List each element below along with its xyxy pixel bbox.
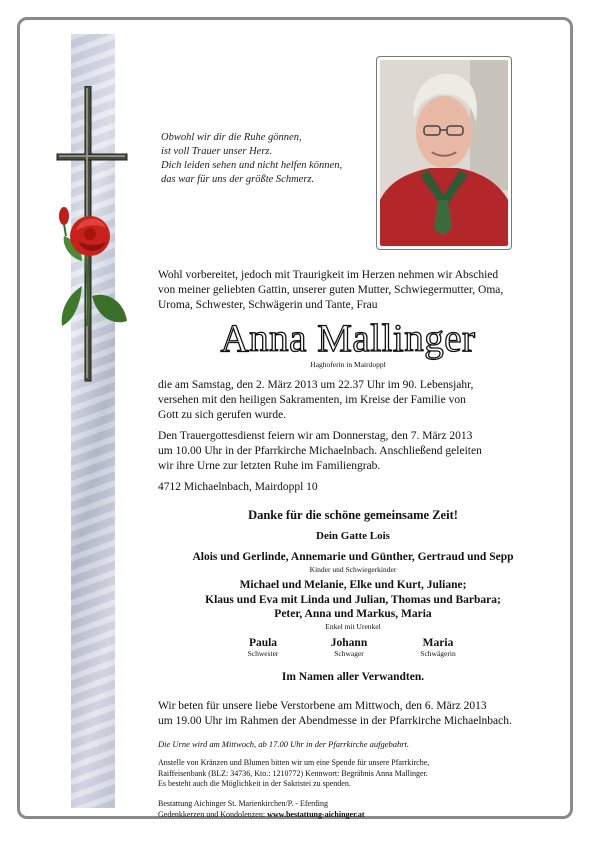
grandchildren-line: Peter, Anna und Markus, Maria [274,608,432,620]
service-line: wir ihre Urne zur letzten Ruhe im Familiengrab. [158,460,381,472]
grandchildren [158,578,548,622]
husband: Dein Gatte Lois [316,530,390,542]
funeral-service [158,429,482,474]
intro-line: von meiner geliebten Gattin, unserer guten Mutter, Schwiegermutter, Oma, [158,284,504,296]
relative-name: Johann [330,637,368,649]
relative-role: Schwager [334,649,364,658]
prayer-line: um 19.00 Uhr im Rahmen der Abendmesse in der Pfarrkirche Michaelnbach. [158,715,512,727]
condolence-label: Gedenkkerzen und Kondolenzen: [158,809,266,819]
death-line: versehen mit den heiligen Sakramenten, im Kreise der Familie von [158,394,466,406]
relative-name: Paula [248,637,278,649]
donation-line: Es besteht auch die Möglichkeit in der Sakristei zu spenden. [158,779,351,788]
service-line: Den Trauergottesdienst feiern wir am Donnerstag, den 7. März 2013 [158,430,473,442]
poem-line: das war für uns der größte Schmerz. [161,174,315,185]
service-line: um 10.00 Uhr in der Pfarrkirche Michaelnbach. Anschließend geleiten [158,445,482,457]
portrait-photo [376,56,512,250]
intro-line: Uroma, Schwester, Schwägerin und Tante, Frau [158,299,378,311]
prayer-notice [158,699,512,729]
relative-paula [223,637,303,658]
poem [161,131,342,187]
death-line: Gott zu sich gerufen wurde. [158,409,287,421]
cross-with-rose-icon [52,86,132,386]
relative-name: Maria [422,637,454,649]
poem-line: Dich leiden sehen und nicht helfen können, [161,160,343,171]
poem-line: Obwohl wir dir die Ruhe gönnen, [161,132,302,143]
intro-line: Wohl vorbereitet, jedoch mit Traurigkeit im Herzen nehmen wir Abschied [158,269,499,281]
poem-line: ist voll Trauer unser Herz. [161,146,273,157]
thanks-heading: Danke für die schöne gemeinsame Zeit! [248,508,458,522]
relative-role: Schwägerin [420,649,456,658]
all-relatives: Im Namen aller Verwandten. [281,671,425,683]
condolence-line [158,810,365,821]
prayer-line: Wir beten für unsere liebe Verstorbene am Mittwoch, den 6. März 2013 [158,700,487,712]
deceased-house-name: Haghoferin in Mairdoppl [310,360,386,369]
donation-note [158,758,429,790]
grandchildren-label: Enkel mit Urenkel [325,622,381,631]
urn-note: Die Urne wird am Mittwoch, ab 17.00 Uhr in der Pfarrkirche aufgebahrt. [158,739,410,749]
grandchildren-line: Michael und Melanie, Elke und Kurt, Juliane; [239,579,467,591]
relative-role: Schwester [247,649,279,658]
undertaker-name: Bestattung Aichinger St. Marienkirchen/P. - Eferding [158,799,328,808]
relative-maria [398,637,478,658]
deceased-name: Anna Mallinger [220,317,476,360]
address: 4712 Michaelnbach, Mairdoppl 10 [158,481,318,493]
children-label: Kinder und Schwiegerkinder [309,565,397,574]
relative-johann [309,637,389,658]
condolence-link[interactable]: www.bestattung-aichinger.at [267,809,365,819]
donation-line: Raiffeisenbank (BLZ: 34736, Kto.: 1210772) Kennwort: Begräbnis Anna Mallinger. [158,768,428,778]
death-notice [158,378,473,423]
donation-line: Anstelle von Kränzen und Blumen bitten wir um eine Spende für unsere Pfarrkirche, [158,758,430,767]
undertaker-info [158,799,365,820]
grandchildren-line: Klaus und Eva mit Linda und Julian, Thomas und Barbara; [205,593,501,606]
children: Alois und Gerlinde, Annemarie und Günther, Gertraud und Sepp [192,551,514,563]
death-line: die am Samstag, den 2. März 2013 um 22.37 Uhr im 90. Lebensjahr, [158,379,474,391]
intro-text [158,268,558,313]
